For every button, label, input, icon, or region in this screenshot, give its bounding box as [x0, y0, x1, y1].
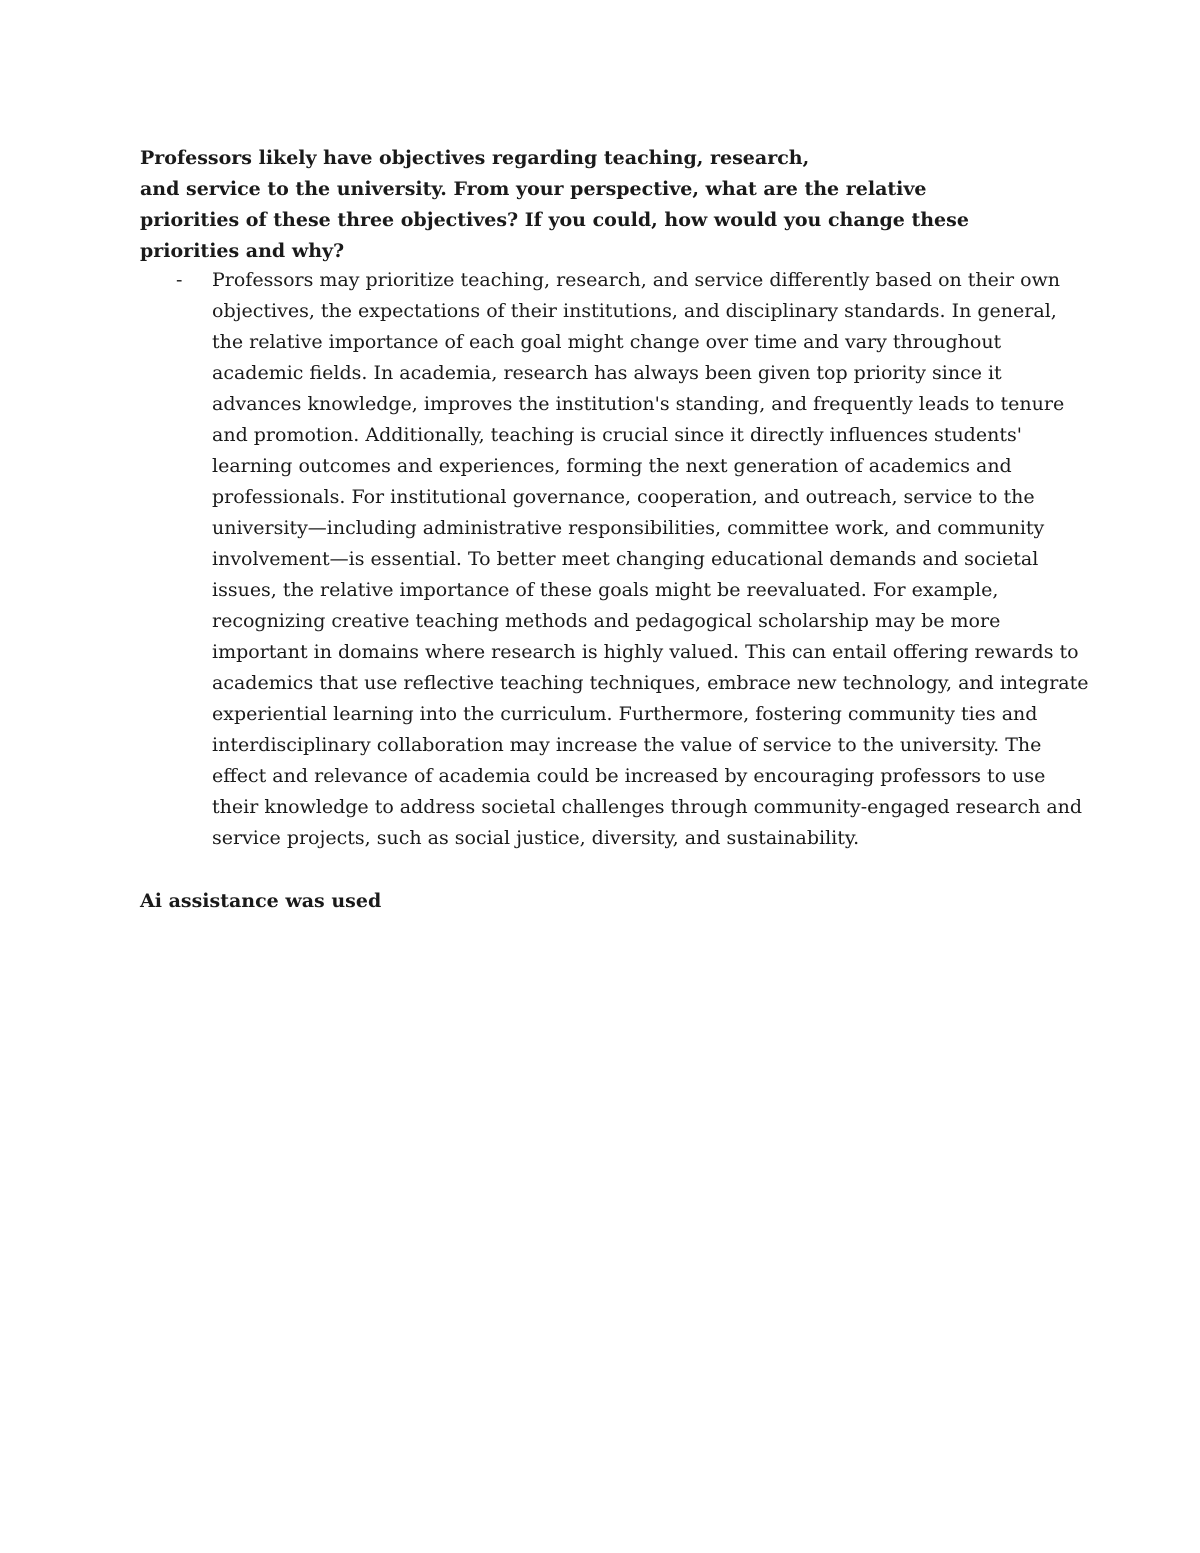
answer-line: Professors may prioritize teaching, research, and service differently based on their own [212, 269, 1061, 291]
answer-line: recognizing creative teaching methods and pedagogical scholarship may be more [212, 610, 1001, 632]
answer-line: university—including administrative responsibilities, committee work, and community [212, 517, 1045, 539]
answer-line: effect and relevance of academia could be increased by encouraging professors to use [212, 765, 1046, 787]
question-heading [140, 143, 969, 267]
answer-line: service projects, such as social justice, diversity, and sustainability. [212, 827, 860, 849]
answer-line: the relative importance of each goal might change over time and vary throughout [212, 331, 1002, 353]
question-line: and service to the university. From your perspective, what are the relative [140, 178, 927, 200]
answer-line: issues, the relative importance of these goals might be reevaluated. For example, [212, 579, 999, 601]
answer-line: professionals. For institutional governance, cooperation, and outreach, service to the [212, 486, 1035, 508]
bullet-dash: - [176, 269, 183, 291]
answer-line: involvement—is essential. To better meet changing educational demands and societal [212, 548, 1039, 570]
answer-list-item [176, 265, 1089, 854]
answer-line: important in domains where research is highly valued. This can entail offering rewards to [212, 641, 1079, 663]
answer-line: their knowledge to address societal challenges through community-engaged research and [212, 796, 1083, 818]
question-line: Professors likely have objectives regarding teaching, research, [140, 147, 810, 169]
answer-line: academic fields. In academia, research has always been given top priority since it [212, 362, 1002, 384]
answer-line: experiential learning into the curriculum. Furthermore, fostering community ties and [212, 703, 1038, 725]
question-line: priorities and why? [140, 240, 345, 262]
question-line: priorities of these three objectives? If you could, how would you change these [140, 209, 969, 231]
answer-line: advances knowledge, improves the institution's standing, and frequently leads to tenure [212, 393, 1065, 415]
answer-line: and promotion. Additionally, teaching is crucial since it directly influences students' [212, 424, 1022, 446]
answer-line: learning outcomes and experiences, forming the next generation of academics and [212, 455, 1012, 477]
answer-paragraph [212, 265, 1089, 854]
answer-line: interdisciplinary collaboration may increase the value of service to the university. The [212, 734, 1042, 756]
answer-line: academics that use reflective teaching techniques, embrace new technology, and integrate [212, 672, 1089, 694]
ai-assistance-note: Ai assistance was used [140, 890, 382, 912]
answer-line: objectives, the expectations of their institutions, and disciplinary standards. In general, [212, 300, 1057, 322]
